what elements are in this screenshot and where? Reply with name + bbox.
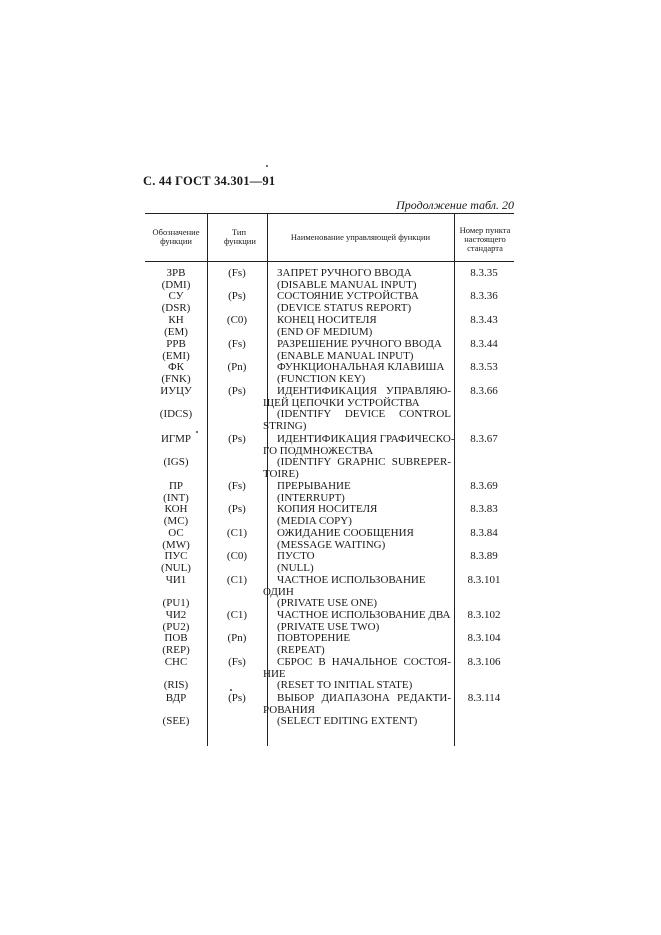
function-code: ФК bbox=[167, 361, 185, 373]
page-header: С. 44 ГОСТ 34.301—91 bbox=[143, 174, 276, 188]
function-name: (MEDIA COPY) bbox=[277, 514, 352, 527]
function-abbr: (DMI) bbox=[161, 278, 191, 291]
column-header-clause: Номер пункта настоящего стандарта bbox=[459, 225, 511, 253]
table-top-rule bbox=[145, 213, 514, 214]
function-abbr: (REP) bbox=[162, 643, 190, 656]
function-name: ГО ПОДМНОЖЕСТВА bbox=[263, 444, 374, 457]
function-code: ВДР bbox=[165, 692, 187, 704]
function-abbr: (NUL) bbox=[161, 561, 191, 574]
function-abbr: (MC) bbox=[163, 514, 189, 527]
function-type: (Ps) bbox=[228, 290, 246, 302]
function-abbr: (PU2) bbox=[162, 620, 190, 633]
clause-number: 8.3.36 bbox=[470, 290, 498, 302]
function-name: ЧАСТНОЕ ИСПОЛЬЗОВАНИЕ ДВА bbox=[277, 609, 451, 621]
clause-number: 8.3.89 bbox=[470, 550, 498, 562]
function-code: КОН bbox=[164, 503, 188, 515]
function-name: КОПИЯ НОСИТЕЛЯ bbox=[277, 503, 378, 515]
speck bbox=[266, 165, 268, 167]
function-name: ПРЕРЫВАНИЕ bbox=[277, 480, 351, 492]
function-code: ПР bbox=[168, 480, 184, 492]
function-abbr: (RIS) bbox=[163, 678, 189, 691]
function-name: (END OF MEDIUM) bbox=[277, 325, 373, 338]
function-code: ЧИ1 bbox=[165, 574, 187, 586]
function-name: (REPEAT) bbox=[277, 643, 325, 656]
function-name: TOIRE) bbox=[263, 467, 299, 480]
function-name: ФУНКЦИОНАЛЬНАЯ КЛАВИША bbox=[277, 361, 445, 373]
function-name: (SELECT EDITING EXTENT) bbox=[277, 715, 418, 728]
column-header-name: Наименование управляющей функции bbox=[290, 232, 431, 242]
function-name: СОСТОЯНИЕ УСТРОЙСТВА bbox=[277, 290, 419, 302]
function-type: (C1) bbox=[226, 609, 248, 621]
column-header-code: Обозначение функции bbox=[152, 227, 200, 246]
function-type: (C1) bbox=[226, 574, 248, 586]
function-name: ИДЕНТИФИКАЦИЯ ГРАФИЧЕСКО- bbox=[277, 433, 455, 445]
function-abbr: (IGS) bbox=[163, 455, 189, 468]
speck bbox=[196, 431, 198, 433]
function-code: ИГМР bbox=[160, 433, 192, 445]
column-header-type: Тип функции bbox=[224, 227, 256, 246]
function-code: КН bbox=[168, 314, 184, 326]
function-type: (Fs) bbox=[228, 267, 246, 279]
clause-number: 8.3.106 bbox=[467, 656, 501, 668]
function-type: (Ps) bbox=[228, 385, 246, 397]
function-name: (FUNCTION KEY) bbox=[277, 372, 366, 385]
function-code: ИУЦУ bbox=[160, 385, 192, 397]
function-name: (DEVICE STATUS REPORT) bbox=[277, 301, 412, 314]
function-name: РОВАНИЯ bbox=[263, 703, 316, 716]
function-type: (Fs) bbox=[228, 656, 246, 668]
function-name: ОЖИДАНИЕ СООБЩЕНИЯ bbox=[277, 527, 414, 539]
clause-number: 8.3.44 bbox=[470, 338, 498, 350]
function-abbr: (INT) bbox=[163, 491, 189, 504]
function-abbr: (EM) bbox=[164, 325, 188, 338]
function-type: (Fs) bbox=[228, 338, 246, 350]
function-code: ЧИ2 bbox=[165, 609, 187, 621]
function-abbr: (DSR) bbox=[161, 301, 191, 314]
function-type: (Pn) bbox=[227, 632, 247, 644]
function-code: ЗРВ bbox=[166, 267, 186, 279]
function-type: (C0) bbox=[226, 550, 248, 562]
function-name: ЩЕЙ ЦЕПОЧКИ УСТРОЙСТВА bbox=[263, 396, 420, 409]
clause-number: 8.3.84 bbox=[470, 527, 498, 539]
function-abbr: (MW) bbox=[162, 538, 190, 551]
function-code: ПУС bbox=[164, 550, 188, 562]
clause-number: 8.3.43 bbox=[470, 314, 498, 326]
function-name: СБРОС В НАЧАЛЬНОЕ СОСТОЯ- bbox=[277, 656, 451, 668]
function-abbr: (PU1) bbox=[162, 596, 190, 609]
function-name: (PRIVATE USE ONE) bbox=[277, 597, 378, 610]
function-name: (IDENTIFY DEVICE CONTROL bbox=[277, 408, 451, 421]
function-type: (C1) bbox=[226, 527, 248, 539]
clause-number: 8.3.104 bbox=[467, 632, 501, 644]
table-continuation-label: Продолжение табл. 20 bbox=[396, 198, 514, 212]
clause-number: 8.3.35 bbox=[470, 267, 498, 279]
function-name: (INTERRUPT) bbox=[277, 491, 345, 504]
function-type: (Ps) bbox=[228, 433, 246, 445]
clause-number: 8.3.102 bbox=[467, 609, 501, 621]
function-name: (NULL) bbox=[277, 561, 314, 574]
clause-number: 8.3.69 bbox=[470, 480, 498, 492]
table-header-rule bbox=[145, 261, 514, 262]
function-type: (Pn) bbox=[227, 361, 247, 373]
function-abbr: (IDCS) bbox=[159, 407, 193, 420]
clause-number: 8.3.101 bbox=[467, 574, 501, 586]
function-name: ИДЕНТИФИКАЦИЯ УПРАВЛЯЮ- bbox=[277, 385, 451, 397]
function-code: ПОВ bbox=[164, 632, 188, 644]
function-code: ОС bbox=[168, 527, 184, 539]
speck bbox=[230, 689, 232, 691]
function-name: (DISABLE MANUAL INPUT) bbox=[277, 278, 417, 291]
function-type: (C0) bbox=[226, 314, 248, 326]
function-name: РАЗРЕШЕНИЕ РУЧНОГО ВВОДА bbox=[277, 338, 442, 350]
function-name: (IDENTIFY GRAPHIC SUBREPER- bbox=[277, 456, 451, 469]
function-name: (RESET TO INITIAL STATE) bbox=[277, 679, 413, 692]
function-name: НИЕ bbox=[263, 667, 286, 680]
function-name: ПУСТО bbox=[277, 550, 315, 562]
function-abbr: (SEE) bbox=[162, 714, 190, 727]
function-name: ОДИН bbox=[263, 585, 294, 598]
clause-number: 8.3.53 bbox=[470, 361, 498, 373]
function-name: (ENABLE MANUAL INPUT) bbox=[277, 349, 414, 362]
function-name: (PRIVATE USE TWO) bbox=[277, 620, 380, 633]
function-type: (Fs) bbox=[228, 480, 246, 492]
clause-number: 8.3.66 bbox=[470, 385, 498, 397]
function-code: СУ bbox=[168, 290, 184, 302]
function-code: СНС bbox=[164, 656, 188, 668]
function-name: ЗАПРЕТ РУЧНОГО ВВОДА bbox=[277, 267, 412, 279]
function-name: ВЫБОР ДИАПАЗОНА РЕДАКТИ- bbox=[277, 692, 451, 704]
clause-number: 8.3.114 bbox=[467, 692, 501, 704]
function-abbr: (FNK) bbox=[161, 372, 191, 385]
clause-number: 8.3.83 bbox=[470, 503, 498, 515]
function-type: (Ps) bbox=[228, 503, 246, 515]
function-code: РРВ bbox=[166, 338, 186, 350]
clause-number: 8.3.67 bbox=[470, 433, 498, 445]
function-abbr: (EMI) bbox=[162, 349, 190, 362]
function-name: (MESSAGE WAITING) bbox=[277, 538, 386, 551]
function-name: КОНЕЦ НОСИТЕЛЯ bbox=[277, 314, 377, 326]
function-name: ЧАСТНОЕ ИСПОЛЬЗОВАНИЕ bbox=[277, 574, 426, 586]
function-type: (Ps) bbox=[228, 692, 246, 704]
function-name: STRING) bbox=[263, 419, 307, 432]
function-name: ПОВТОРЕНИЕ bbox=[277, 632, 351, 644]
